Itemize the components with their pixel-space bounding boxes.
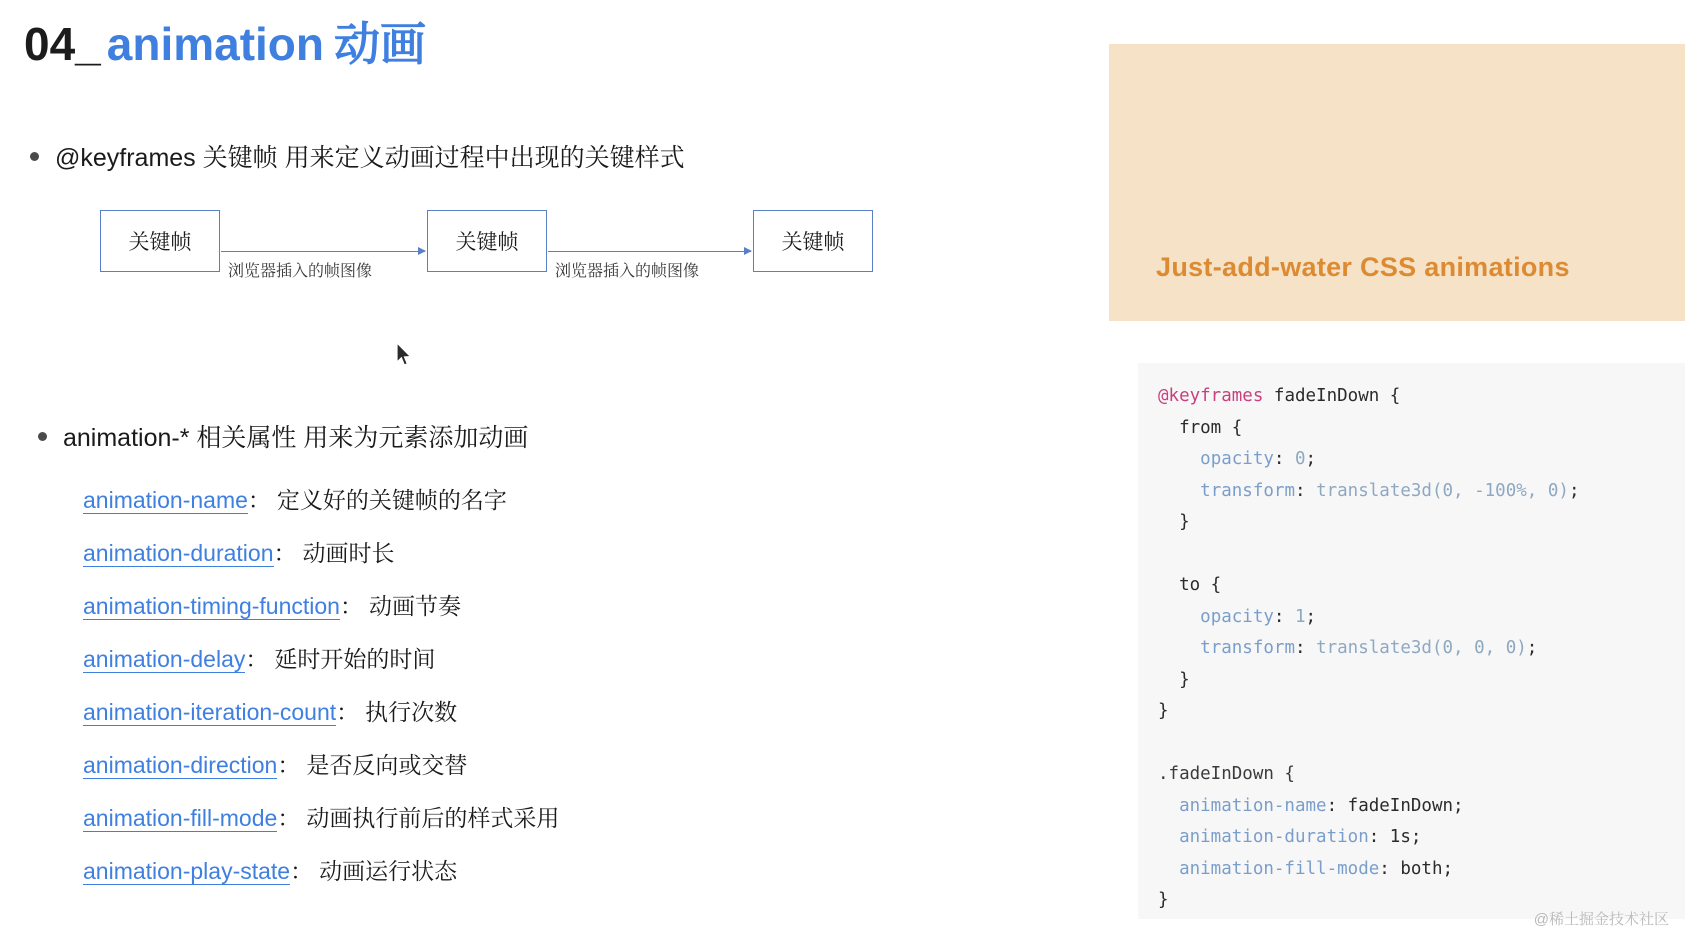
prop-desc: 动画节奏 xyxy=(368,593,461,619)
code-prop-transform: transform xyxy=(1200,638,1295,658)
arrow-icon-1 xyxy=(221,251,425,252)
prop-desc: 执行次数 xyxy=(365,699,458,725)
bullet-dot-icon xyxy=(30,152,39,161)
page-title xyxy=(24,8,426,74)
list-item xyxy=(83,641,559,674)
code-value: translate3d(0, -100%, 0) xyxy=(1316,480,1569,501)
code-prop-animation-name: animation-name xyxy=(1179,795,1327,816)
prop-link-animation-iteration-count[interactable]: animation-iteration-count xyxy=(83,699,337,725)
keyframe-diagram xyxy=(100,210,900,310)
code-from-keyword: from { xyxy=(1179,417,1243,438)
prop-desc: 延时开始的时间 xyxy=(274,646,436,672)
prop-desc: 动画运行状态 xyxy=(319,858,458,884)
code-prop-opacity: opacity xyxy=(1200,606,1274,627)
list-item xyxy=(83,482,559,515)
prop-link-animation-direction[interactable]: animation-direction xyxy=(83,752,278,778)
arrow-label-1: 浏览器插入的帧图像 xyxy=(228,263,373,280)
keyframe-box-1: 关键帧 xyxy=(100,210,220,272)
prop-desc: 定义好的关键帧的名字 xyxy=(276,487,507,513)
arrow-label-2: 浏览器插入的帧图像 xyxy=(555,263,700,280)
prop-separator: ： xyxy=(273,540,297,566)
prop-link-animation-play-state[interactable]: animation-play-state xyxy=(83,858,291,884)
watermark: @稀土掘金技术社区 xyxy=(1533,911,1669,928)
code-value: 0 xyxy=(1295,449,1306,469)
keyframe-box-2: 关键帧 xyxy=(427,210,547,272)
prop-link-animation-fill-mode[interactable]: animation-fill-mode xyxy=(83,805,278,831)
animate-css-banner xyxy=(1109,44,1685,321)
list-item xyxy=(83,747,559,780)
code-prop-transform: transform xyxy=(1200,480,1295,501)
prop-link-animation-timing-function[interactable]: animation-timing-function xyxy=(83,593,340,619)
code-animation-name: fadeInDown { xyxy=(1273,386,1401,406)
arrow-icon-2 xyxy=(548,251,751,252)
title-underscore: _ xyxy=(75,18,101,70)
prop-separator: ： xyxy=(290,858,314,884)
code-selector-fadeindown: .fadeInDown { xyxy=(1158,764,1295,784)
prop-separator: ： xyxy=(245,646,269,672)
prop-separator: ： xyxy=(277,752,301,778)
prop-separator: ： xyxy=(247,487,271,513)
animation-property-list xyxy=(83,482,559,906)
code-to-keyword: to { xyxy=(1179,575,1222,595)
title-chinese: 动画 xyxy=(334,18,427,70)
list-item xyxy=(83,800,559,833)
code-prop-animation-fill-mode: animation-fill-mode xyxy=(1179,858,1380,879)
bullet-keyframes-label: @keyframes 关键帧 用来定义动画过程中出现的关键样式 xyxy=(55,144,685,172)
code-snippet: @keyframes fadeInDown { from { opacity: 0; transform: translate3d(0, -100%, 0); } to { opacity: 1; transform: translate3d(0, 0, 0); } } .fadeInDown { animation-name: fadeInDown; animation-duration: 1s; animation-fill-mode: both; } xyxy=(1138,363,1685,919)
code-keyword-keyframes: @keyframes xyxy=(1158,386,1264,406)
code-prop-animation-duration: animation-duration xyxy=(1179,827,1369,847)
bullet-keyframes xyxy=(30,138,685,174)
prop-link-animation-delay[interactable]: animation-delay xyxy=(83,646,246,672)
prop-desc: 动画执行前后的样式采用 xyxy=(306,805,560,831)
code-value: translate3d(0, 0, 0) xyxy=(1316,638,1527,658)
list-item xyxy=(83,588,559,621)
keyframe-box-3: 关键帧 xyxy=(753,210,873,272)
prop-separator: ： xyxy=(339,593,363,619)
bullet-animation-props xyxy=(38,418,528,454)
prop-link-animation-duration[interactable]: animation-duration xyxy=(83,540,274,566)
prop-desc: 动画时长 xyxy=(302,540,395,566)
prop-separator: ： xyxy=(277,805,301,831)
title-number: 04 xyxy=(24,18,76,70)
list-item xyxy=(83,694,559,727)
prop-desc: 是否反向或交替 xyxy=(306,752,468,778)
code-value: 1 xyxy=(1295,606,1306,627)
prop-link-animation-name[interactable]: animation-name xyxy=(83,487,248,513)
prop-separator: ： xyxy=(336,699,360,725)
list-item xyxy=(83,853,559,886)
list-item xyxy=(83,535,559,568)
banner-title: Just-add-water CSS animations xyxy=(1156,252,1570,282)
code-prop-opacity: opacity xyxy=(1200,449,1274,469)
bullet-animation-props-label: animation-* 相关属性 用来为元素添加动画 xyxy=(63,424,529,452)
title-english: animation xyxy=(106,18,325,70)
bullet-dot-icon xyxy=(38,432,47,441)
